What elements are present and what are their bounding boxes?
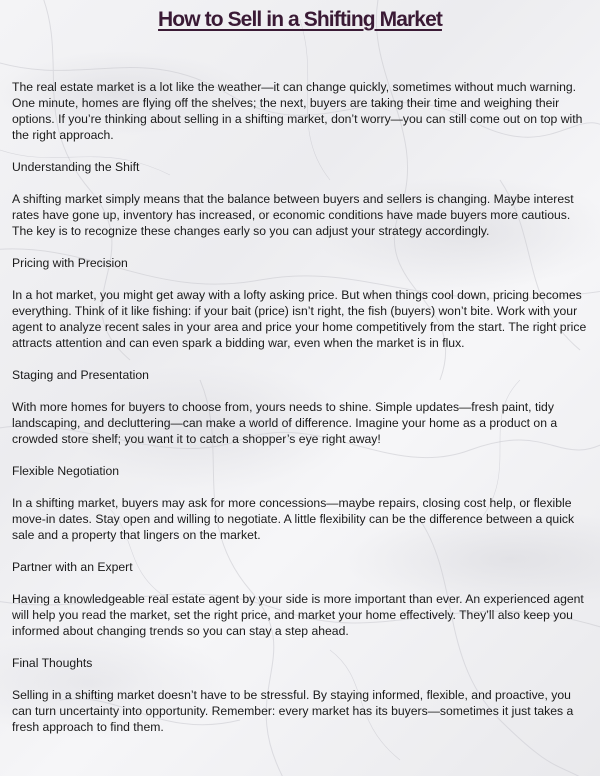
section-paragraph: In a shifting market, buyers may ask for more concessions—maybe repairs, closing cost help, or flexible move-in dates. Stay open and willing to negotiate. A little flexibility can be the difference between a quick sale and a property that lingers on the market. [12,496,575,542]
article-body [12,79,590,751]
section-heading: Partner with an Expert [12,560,133,574]
section-paragraph: A shifting market simply means that the balance between buyers and sellers is changing. Maybe interest rates have gone up, inventory has increased, or economic conditions have made buyers more cautious. The key is to recognize these changes early so you can adjust your strategy accordingly. [12,192,574,238]
page-title: How to Sell in a Shifting Market [158,8,442,31]
section-heading: Flexible Negotiation [12,464,120,478]
section-heading: Pricing with Precision [12,256,128,270]
section-heading: Understanding the Shift [12,160,140,174]
section-heading: Final Thoughts [12,656,93,670]
section-paragraph: Selling in a shifting market doesn’t have to be stressful. By staying informed, flexible, and proactive, you can turn uncertainty into opportunity. Remember: every market has its buyers—sometimes it just takes a fresh approach to find them. [12,688,574,734]
intro-paragraph: The real estate market is a lot like the weather—it can change quickly, sometimes without much warning. One minute, homes are flying off the shelves; the next, buyers are taking their time and weighing their options. If you’re thinking about selling in a shifting market, don’t worry—you can still come out on top with the right approach. [12,80,583,142]
section-heading: Staging and Presentation [12,368,149,382]
section-paragraph: With more homes for buyers to choose from, yours needs to shine. Simple updates—fresh paint, tidy landscaping, and decluttering—can make a world of difference. Imagine your home as a product on a crowded store shelf; you want it to catch a shopper’s eye right away! [12,400,558,446]
section-paragraph: In a hot market, you might get away with a lofty asking price. But when things cool down, pricing becomes everything. Think of it like fishing: if your bait (price) isn’t right, the fish (buyers) won’t bite. Work with your agent to analyze recent sales in your area and price your home competitively from the start. The right price attracts attention and can even spark a bidding war, even when the market is in flux. [12,288,587,350]
section-paragraph: Having a knowledgeable real estate agent by your side is more important than ever. An experienced agent will help you read the market, set the right price, and market your home effectively. They’ll also keep you informed about changing trends so you can stay a step ahead. [12,592,584,638]
